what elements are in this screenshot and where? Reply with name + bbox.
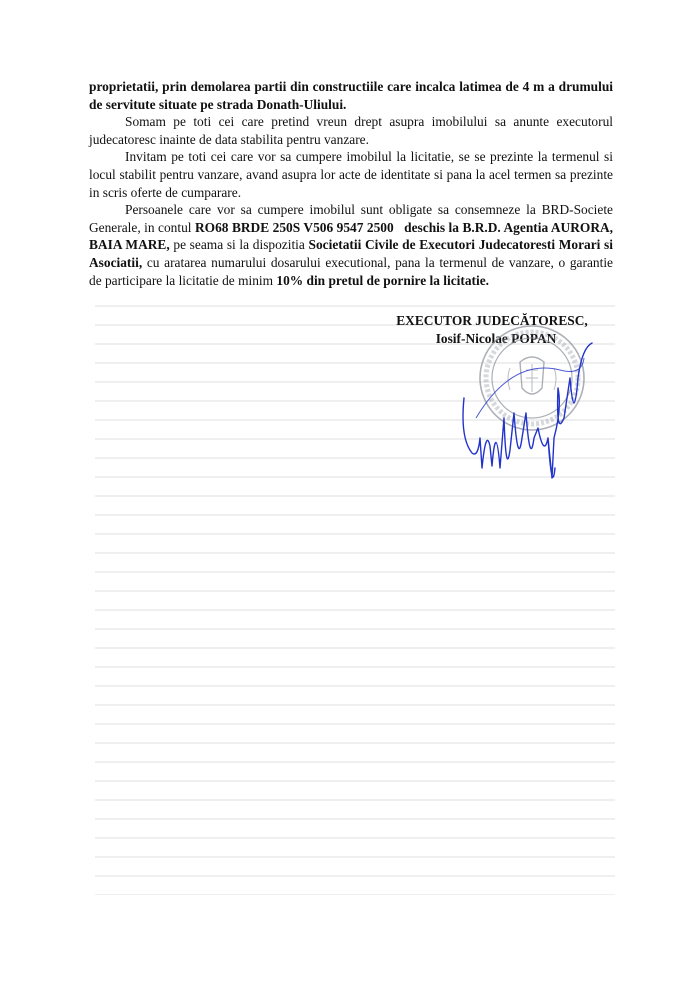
guarantee-text-2: pe seama si la dispozitia	[169, 237, 309, 253]
paragraph-demolition	[89, 78, 613, 113]
paragraph-summons: Somam pe toti cei care pretind vreun drept asupra imobilului sa anunte executorul judecatoresc inainte de data stabilita pentru vanzare.	[89, 114, 613, 147]
guarantee-text-1: Persoanele care vor sa cumpere imobilul sunt obligate sa consemneze la BRD-Societe Generale, in contul	[89, 202, 613, 235]
executor-society: Societatii Civile de Executori Judecatoresti Morari si Asociatii,	[89, 237, 613, 270]
bank-branch: deschis la B.R.D. Agentia AURORA, BAIA MARE,	[89, 219, 614, 253]
paragraph-guarantee	[89, 201, 613, 289]
signature-icon	[452, 318, 612, 498]
document-body	[89, 78, 613, 289]
bank-account: RO68 BRDE 250S V506 9547 2500	[195, 219, 394, 235]
guarantee-text-3: cu aratarea numarului dosarului executional, pana la termenul de vanzare, o garantie de participare la licitatie de minim	[89, 254, 613, 288]
executor-name: Iosif-Nicolae POPAN	[435, 330, 557, 346]
guarantee-amount: 10% din pretul de pornire la licitatie.	[276, 272, 490, 288]
executor-title: EXECUTOR JUDECĂTORESC,	[396, 313, 588, 328]
paragraph-invitation: Invitam pe toti cei care vor sa cumpere imobilul la licitatie, se se prezinte la termenul si locul stabilit pentru vanzare, avand asupra lor acte de identitate si pana la acel termen sa prezinte in scris oferte de cumparare.	[89, 149, 613, 200]
demolition-text: proprietatii, prin demolarea partii din constructiile care incalca latimea de 4 m a drumului de servitute situate pe strada Donath-Uliului.	[89, 79, 613, 112]
